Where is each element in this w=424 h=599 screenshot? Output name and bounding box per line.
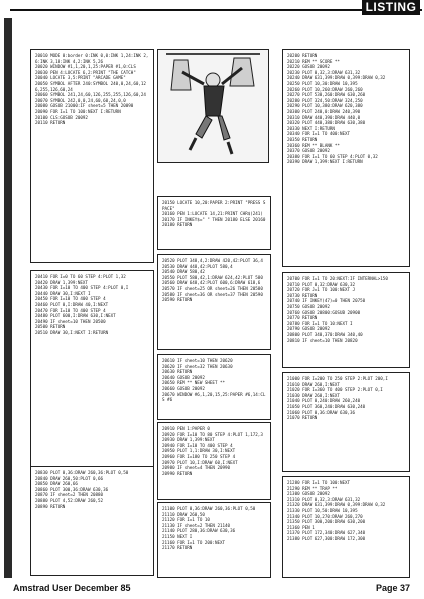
listing-code: 21000 FOR I=200 TO 250 STEP 2:PLOT 200,I 21010 DRAW 260,I:NEXT 21020 FOR I=360 TO 400 STEP 2:PLOT 0,I 21030 DRAW 260,I:NEXT 21040 PLOT 0,240:DRAW 260,240 21050 PLOT 360,240:DRAW 630,240 21060 PLOT 0,36:DRAW 630,36 21070 RETURN bbox=[287, 376, 388, 421]
listing-block-1 bbox=[30, 49, 154, 263]
listing-block-13 bbox=[282, 476, 410, 578]
listing-code: 21280 FOR I=1 TO 100:NEXT 21290 REM ** TRAP ** 21300 GOSUB 20092 21310 PLOT 0,32,3:DRAW 631,32 21320 DRAW 631,399:DRAW 0,399:DRAW 0,32 21330 PLOT 10,50:DRAW 10,395 21340 PLOT 10,270:DRAW 260,270 21350 PLOT 300,200:DRAW 630,200 21360 PEN 1 21370 PLOT 172,340:DRAW 627,340 21380 PLOT 627,300:DRAW 172,300 bbox=[287, 480, 386, 541]
listing-code: 20520 PLOT 348,4,2:DRAW 420,42:PLOT 36,4 20530 DRAW 448,42:PLOT 580,4 20540 DRAW 580,42 20550 PLOT 580,42,1:DRAW 624,42:PLOT 580 20560 DRAW 648,42:PLOT 600,6:DRAW 618,6 20570 IF sheet=25 OR sheet=26 THEN 20580 20580 IF sheet=36 OR sheet=37 THEN 20590 20590 RETURN bbox=[162, 258, 263, 303]
listing-block-11 bbox=[157, 502, 271, 578]
section-tab: LISTING bbox=[362, 0, 420, 15]
listing-block-7 bbox=[282, 272, 410, 368]
listing-block-10 bbox=[282, 372, 410, 472]
magazine-issue: Amstrad User December 85 bbox=[13, 583, 131, 593]
listing-block-5 bbox=[157, 254, 271, 350]
listing-block-2 bbox=[157, 196, 271, 250]
listing-code: 20910 PEN 1:PAPER 0 20920 FOR I=10 TO 80 STEP 4:PLOT 1,172,3 20930 DRAW 1,399:NEXT 20940 FOR I=10 TO 400 STEP 4 20950 PLOT 1,1:DRAW 30,I:NEXT 20960 FOR I=180 TO 250 STEP 4 20970 PLOT 10,I:DRAW 60,I:NEXT 20980 IF sheet=4 THEN 20990 20990 RETURN bbox=[162, 426, 263, 476]
listing-code: 20830 PLOT 0,36:DRAW 260,36:PLOT 0,50 20840 DRAW 260,50:PLOT 0,66 20850 DRAW 260,66 20860 PLOT 300,36:DRAW 630,36 20870 IF sheet=2 THEN 20880 20880 PLOT 4,52:DRAW 260,52 20890 RETURN bbox=[35, 470, 129, 509]
listing-block-3 bbox=[282, 49, 410, 267]
listing-block-4 bbox=[30, 270, 154, 480]
listing-block-6 bbox=[157, 354, 271, 420]
listing-code: 20700 FOR I=1 TO 20:NEXT:IF INTERNAL>150 20710 PLOT 0,32:DRAW 630,32 20720 FOR J=1 TO 100:NEXT J 20730 RETURN 20740 IF INKEY(47)=0 THEN 20750 20750 GOSUB 20092 20760 GOSUB 20800:GOSUB 20900 20770 RETURN 20780 FOR I=1 TO 10:NEXT I 20790 GOSUB 20092 20800 PLOT 340,370:DRAW 340,40 20810 IF sheet=10 THEN 20820 bbox=[287, 276, 388, 343]
listing-block-8 bbox=[30, 466, 154, 576]
listing-code: 20010 MODE 0:border 0:INK 0,0:INK 1,24:INK 2,6:INK 3,18:INK 4,2:INK 5,26 20020 WINDOW #1,1,20,1,25:PAPER #1,0:CLS 20030 PEN 4:LOCATE 6,2:PRINT "THE CATCH" 20040 LOCATE 3,5:PRINT "ARCADE GAME" 20050 SYMBOL AFTER 240:SYMBOL 240,0,24,60,126,255,126,60,24 20060 SYMBOL 241,24,60,126,255,255,126,60,24 20070 SYMBOL 242,0,0,24,60,60,24,0,0 20080 GOSUB 21000:IF sheet=5 THEN 20090 20090 FOR I=1 TO 100:NEXT I:RETURN 20100 CLS:GOSUB 20092 20110 RETURN bbox=[35, 53, 149, 126]
listing-code: 20150 LOCATE 10,20:PAPER 2:PRINT "PRESS SPACE" 20160 PEN 1:LOCATE 14,21:PRINT CHR$(241) 20170 IF INKEY$=" " THEN 20180 ELSE 20160 20180 RETURN bbox=[162, 200, 266, 228]
listing-block-9 bbox=[157, 422, 271, 500]
page-edge-bar bbox=[4, 18, 12, 578]
illustration-man-holding-bags bbox=[157, 49, 269, 163]
page-number: Page 37 bbox=[375, 583, 410, 593]
listing-code: 21100 PLOT 0,36:DRAW 260,36:PLOT 0,50 21110 DRAW 260,50 21120 FOR I=1 TO 10 21130 IF sheet=2 THEN 21140 21140 PLOT 280,36:DRAW 630,36 21150 NEXT I 21160 FOR I=1 TO 200:NEXT 21170 RETURN bbox=[162, 506, 256, 551]
listing-code: 20610 IF sheet=10 THEN 20620 20620 IF sheet=32 THEN 20630 20630 RETURN 20640 GOSUB 20092 20650 REM ** NEW SHEET ** 20660 GOSUB 20092 20670 WINDOW #6,1,20,15,25:PAPER #6,14:CLS #6 bbox=[162, 358, 266, 403]
listing-code: 20200 RETURN 20210 REM ** SCORE ** 20220 GOSUB 20092 20230 PLOT 0,32,3:DRAW 631,32 20240 DRAW 631,399:DRAW 0,399:DRAW 0,32 20250 PLOT 10,30:DRAW 10,395 20260 PLOT 10,260:DRAW 260,260 20270 PLOT 530,260:DRAW 630,260 20280 PLOT 324,50:DRAW 324,250 20290 PLOT 10,380:DRAW 620,380 20300 PLOT 240,0:DRAW 240,390 20310 DRAW 440,390:DRAW 440,0 20320 PLOT 440,380:DRAW 630,380 20330 NEXT I:RETURN 20340 FOR I=1 TO 400:NEXT 20350 RETURN 20360 REM ** BLANK ** 20370 GOSUB 20092 20380 FOR I=1 TO 60 STEP 4:PLOT 0,32 20390 DRAW 1,399:NEXT I:RETURN bbox=[287, 53, 386, 165]
listing-code: 20410 FOR I=0 TO 60 STEP 4:PLOT 1,32 20420 DRAW 1,399:NEXT 20430 FOR I=10 TO 400 STEP 4:PLOT 0,I 20440 DRAW 30,I:NEXT I 20450 FOR I=10 TO 400 STEP 4 20460 PLOT 0,I:DRAW 40,I:NEXT 20470 FOR I=10 TO 400 STEP 4 20480 PLOT 600,I:DRAW 630,I:NEXT 20490 IF sheet=10 THEN 20500 20500 RETURN 20510 DRAW 30,I:NEXT I:RETURN bbox=[35, 274, 129, 335]
cartoon-figure-icon bbox=[158, 50, 268, 162]
header-rule bbox=[10, 9, 422, 11]
